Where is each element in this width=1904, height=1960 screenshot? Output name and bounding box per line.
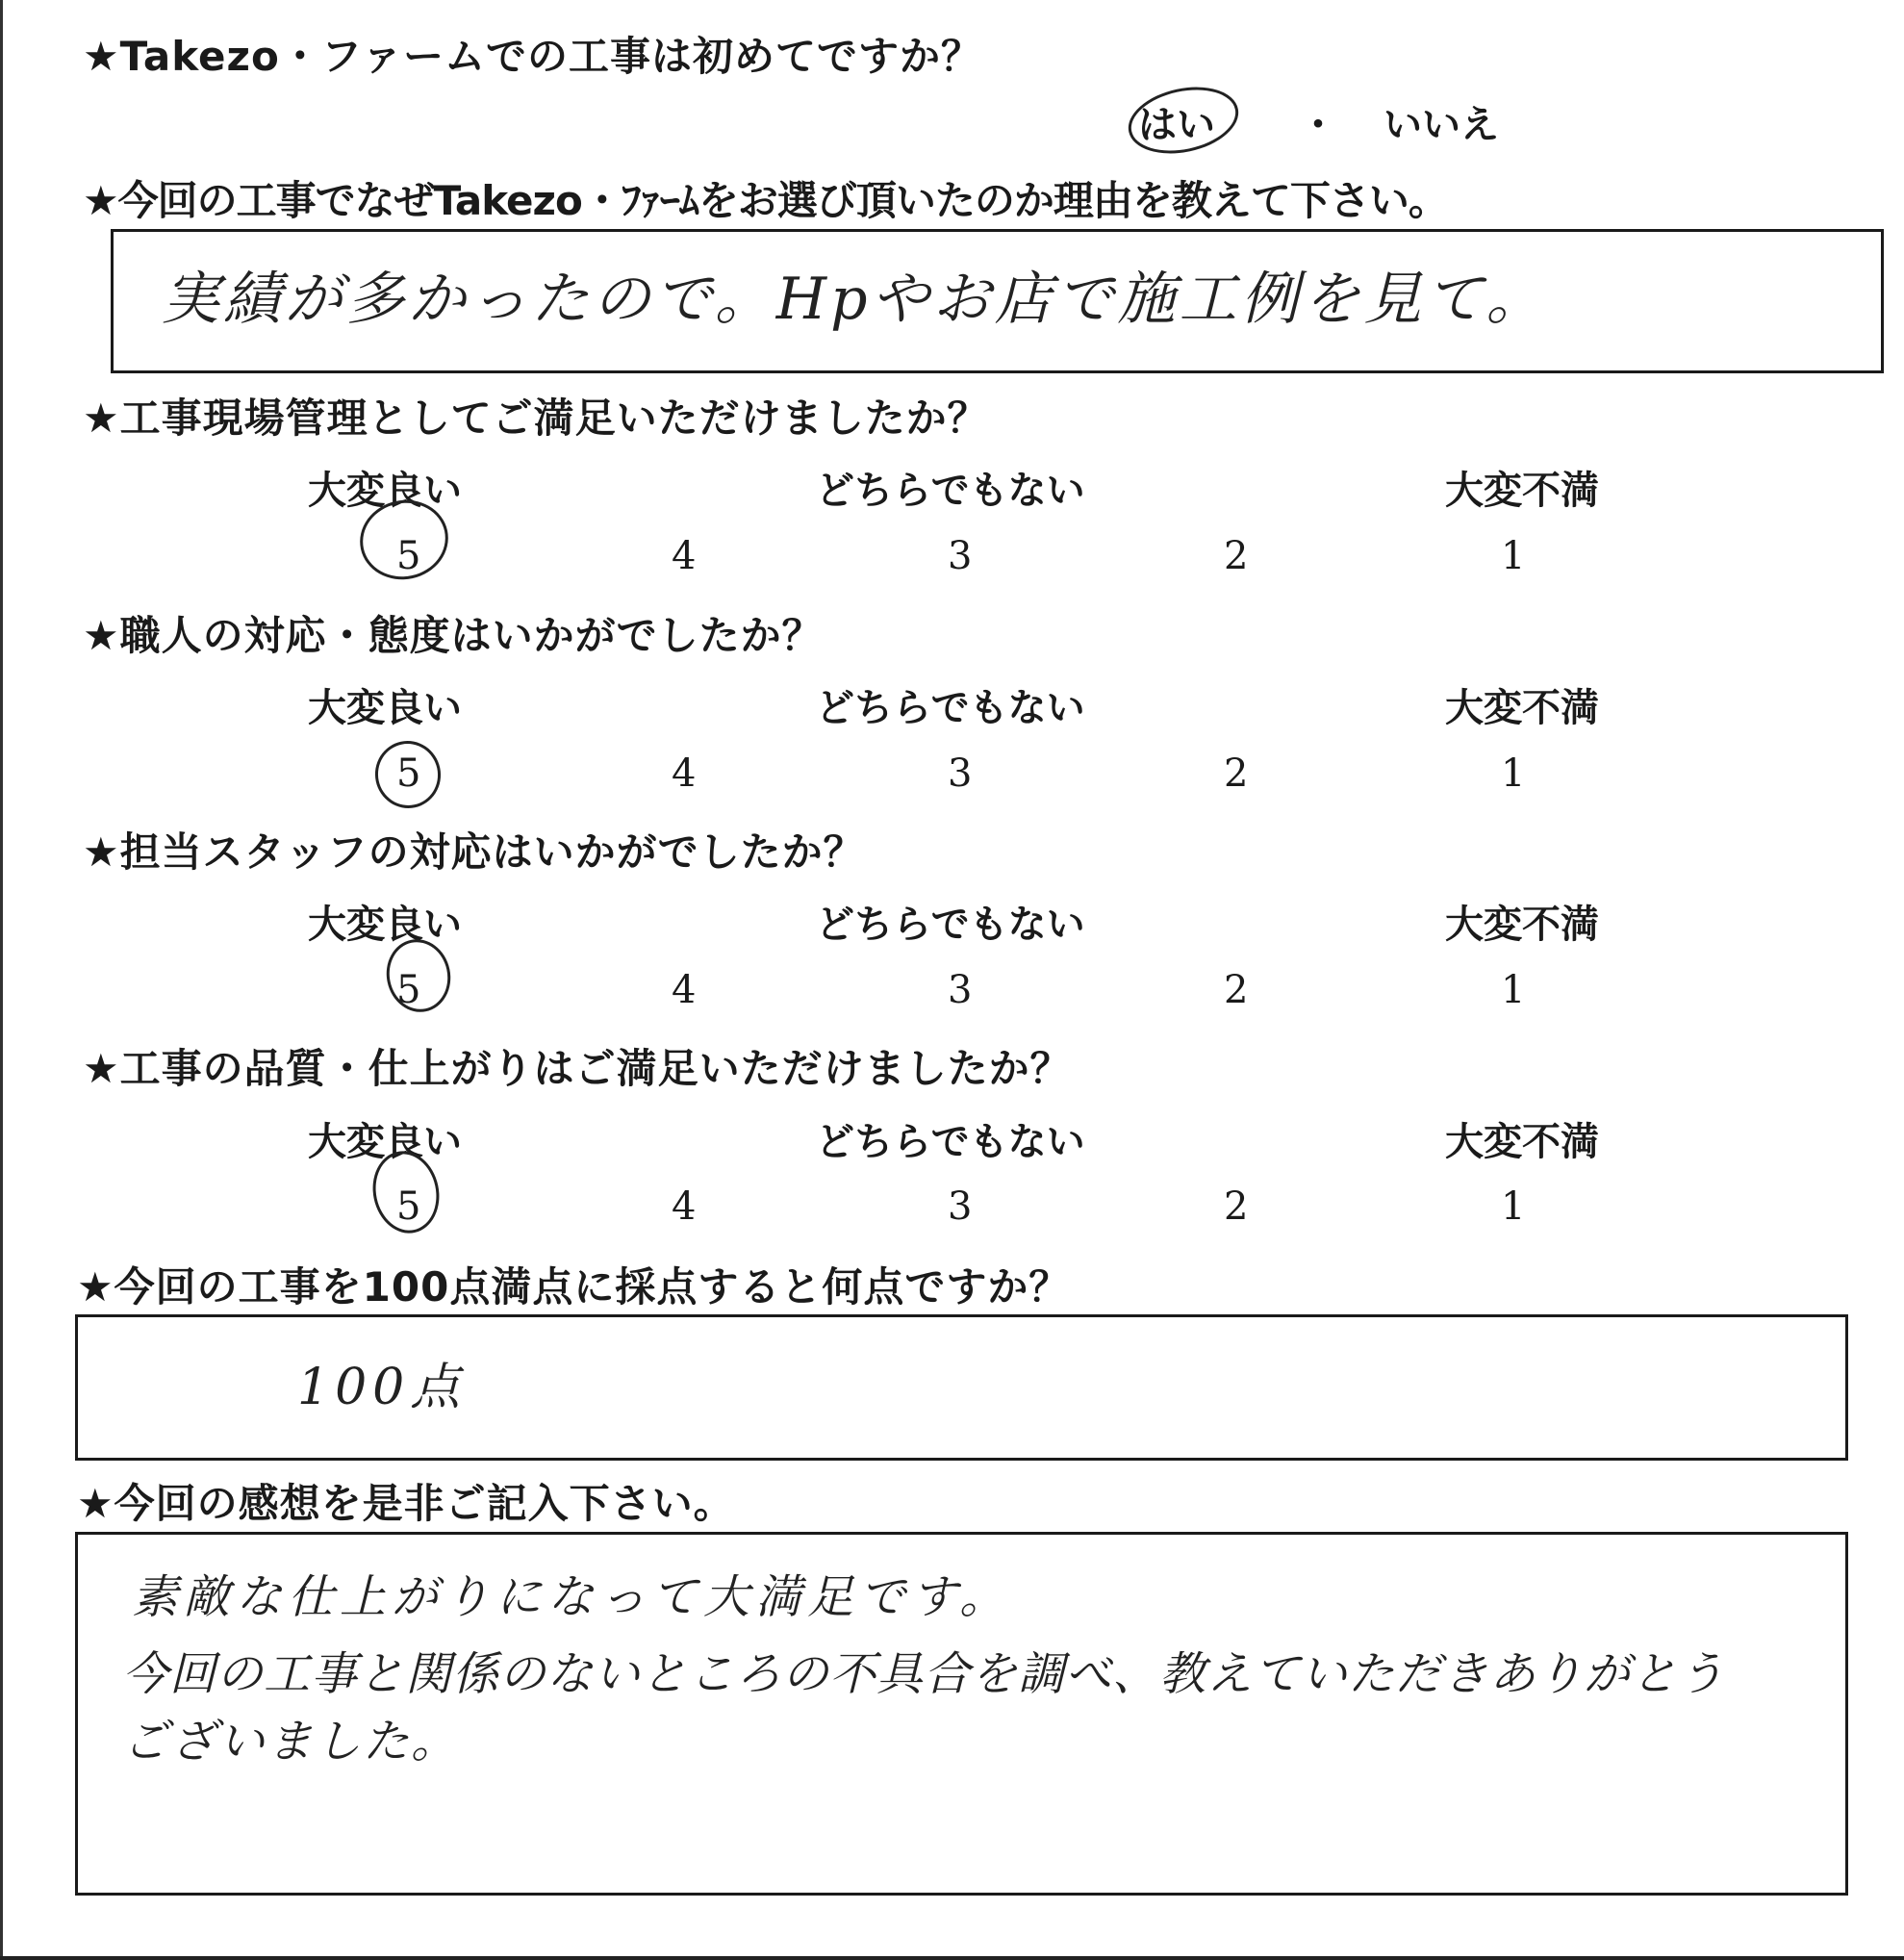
rating-option-5[interactable]: 5 <box>396 534 421 578</box>
scale-label-high: 大変良い <box>308 903 462 947</box>
rating-option-4[interactable]: 4 <box>672 968 697 1012</box>
star-icon: ★ <box>83 177 118 224</box>
scan-edge <box>0 0 3 1960</box>
question-impressions: ★今回の感想を是非ご記入下さい。 <box>77 1480 735 1527</box>
reason-answer-box[interactable] <box>111 229 1884 373</box>
star-icon: ★ <box>83 1045 120 1092</box>
star-icon: ★ <box>83 395 120 442</box>
reason-answer-text: 実績が多かったので。Hpやお店で施工例を見て。 <box>162 266 1548 333</box>
scale-label-mid: どちらでもない <box>816 903 1085 947</box>
selection-circle <box>1122 78 1244 164</box>
rating-option-1[interactable]: 1 <box>1501 751 1526 796</box>
question-reason: ★今回の工事でなぜTakezo・ﾌｧｰﾑをお選び頂いたのか理由を教えて下さい。 <box>83 177 1448 224</box>
question-quality-finish: ★工事の品質・仕上がりはご満足いただけましたか？ <box>83 1045 1072 1092</box>
rating-option-3[interactable]: 3 <box>948 751 973 796</box>
star-icon: ★ <box>77 1263 114 1311</box>
scale-label-low: 大変不満 <box>1445 686 1599 730</box>
impressions-line-2: 今回の工事と関係のないところの不具合を調べ、教えていただきありがとう <box>122 1647 1726 1701</box>
scale-label-mid: どちらでもない <box>816 686 1085 730</box>
star-icon: ★ <box>77 1480 114 1527</box>
rating-option-3[interactable]: 3 <box>948 968 973 1012</box>
scale-label-low: 大変不満 <box>1445 1120 1599 1164</box>
rating-option-4[interactable]: 4 <box>672 534 697 578</box>
score-answer-text: 100点 <box>297 1359 467 1416</box>
question-craftsman-attitude: ★職人の対応・態度はいかがでしたか？ <box>83 612 824 659</box>
rating-option-4[interactable]: 4 <box>672 751 697 796</box>
star-icon: ★ <box>83 828 120 876</box>
question-score: ★今回の工事を100点満点に採点すると何点ですか？ <box>77 1263 1071 1311</box>
rating-option-4[interactable]: 4 <box>672 1184 697 1229</box>
scale-label-low: 大変不満 <box>1445 903 1599 947</box>
question-staff-response: ★担当スタッフの対応はいかがでしたか？ <box>83 828 865 876</box>
impressions-answer-box[interactable] <box>75 1532 1848 1896</box>
star-icon: ★ <box>83 612 120 659</box>
rating-option-1[interactable]: 1 <box>1501 1184 1526 1229</box>
selection-circle <box>368 735 446 815</box>
answer-separator: ・ <box>1299 103 1337 147</box>
scale-label-high: 大変良い <box>308 686 462 730</box>
question-first-time: ★Takezo・ファームでの工事は初めてですか？ <box>83 33 982 80</box>
rating-option-2[interactable]: 2 <box>1224 1184 1249 1229</box>
answer-yes[interactable]: はい <box>1138 103 1215 147</box>
rating-option-3[interactable]: 3 <box>948 1184 973 1229</box>
rating-option-5[interactable]: 5 <box>396 968 421 1012</box>
scale-label-high: 大変良い <box>308 469 462 513</box>
scan-bottom-edge <box>0 1956 1904 1960</box>
scale-label-mid: どちらでもない <box>816 1120 1085 1164</box>
score-answer-box[interactable] <box>75 1314 1848 1461</box>
rating-option-2[interactable]: 2 <box>1224 751 1249 796</box>
rating-option-1[interactable]: 1 <box>1501 534 1526 578</box>
rating-option-2[interactable]: 2 <box>1224 968 1249 1012</box>
rating-option-5[interactable]: 5 <box>396 1184 421 1229</box>
rating-option-2[interactable]: 2 <box>1224 534 1249 578</box>
question-site-management: ★工事現場管理としてご満足いただけましたか？ <box>83 395 989 442</box>
scale-label-low: 大変不満 <box>1445 469 1599 513</box>
impressions-line-1: 素敵な仕上がりになって大満足です。 <box>132 1570 1012 1624</box>
star-icon: ★ <box>83 33 120 80</box>
answer-no[interactable]: いいえ <box>1384 103 1499 147</box>
scale-label-high: 大変良い <box>308 1120 462 1164</box>
rating-option-1[interactable]: 1 <box>1501 968 1526 1012</box>
impressions-line-3: ございました。 <box>122 1715 460 1769</box>
rating-option-3[interactable]: 3 <box>948 534 973 578</box>
scale-label-mid: どちらでもない <box>816 469 1085 513</box>
rating-option-5[interactable]: 5 <box>396 751 421 796</box>
